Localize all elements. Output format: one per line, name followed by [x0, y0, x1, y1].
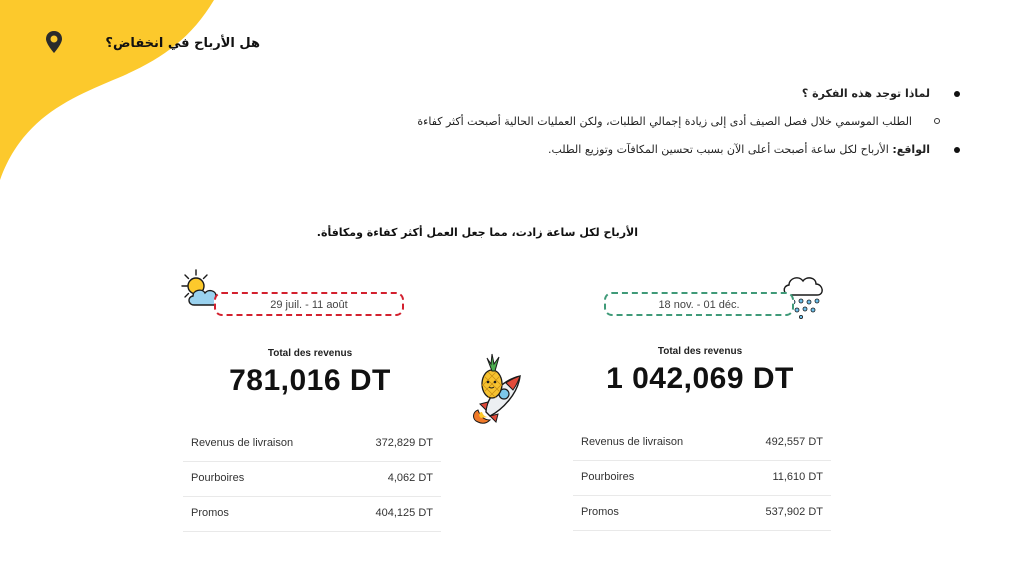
bullet-list [320, 84, 960, 168]
bullet-reality [320, 140, 960, 160]
bullet-question [320, 84, 960, 104]
reality-text: الأرباح لكل ساعة أصبحت أعلى الآن بسبب تحسين المكافآت وتوزيع الطلب. [547, 143, 893, 156]
total-revenue-label-left: Total des revenus [267, 348, 353, 359]
table-row [183, 427, 441, 462]
row-value: 492,557 DT [765, 436, 823, 448]
row-value: 372,829 DT [375, 437, 433, 449]
table-row [573, 461, 831, 496]
map-pin-icon [44, 30, 64, 54]
row-label: Revenus de livraison [191, 437, 294, 449]
table-row [573, 496, 831, 531]
row-label: Pourboires [581, 471, 635, 483]
table-row [183, 497, 441, 532]
row-value: 537,902 DT [765, 506, 823, 518]
question-label: لماذا توجد هذه الفكرة ؟ [801, 87, 930, 100]
date-range-badge-right: 18 nov. - 01 déc. [604, 292, 794, 316]
row-label: Pourboires [191, 472, 245, 484]
bullet-dot [954, 147, 960, 153]
revenue-breakdown-right [573, 426, 831, 531]
answer-text: الطلب الموسمي خلال فصل الصيف أدى إلى زيادة إجمالي الطلبات، ولكن العمليات الحالية أصبحت أكثر كفاءة [417, 115, 912, 128]
total-revenue-value-left: 781,016 DT [229, 364, 391, 397]
bullet-answer [320, 112, 960, 132]
revenue-breakdown-left [183, 427, 441, 532]
row-value: 11,610 DT [772, 471, 823, 483]
date-range-badge-left: 29 juil. - 11 août [214, 292, 404, 316]
row-value: 404,125 DT [375, 507, 433, 519]
yellow-corner-blob [0, 0, 230, 180]
pineapple-rocket-icon [468, 350, 532, 430]
row-label: Promos [191, 507, 229, 519]
slide-title: هل الأرباح في انخفاض؟ [105, 36, 260, 51]
sub-bullet-ring [934, 118, 940, 124]
total-revenue-label-right: Total des revenus [657, 346, 743, 357]
total-revenue-value-right: 1 042,069 DT [606, 362, 794, 395]
table-row [573, 426, 831, 461]
reality-label: الواقع: [892, 143, 930, 156]
row-label: Promos [581, 506, 619, 518]
row-label: Revenus de livraison [581, 436, 684, 448]
section-subtitle: الأرباح لكل ساعة زادت، مما جعل العمل أكثر كفاءة ومكافأة. [316, 226, 638, 239]
table-row [183, 462, 441, 497]
bullet-dot [954, 91, 960, 97]
row-value: 4,062 DT [387, 472, 433, 484]
